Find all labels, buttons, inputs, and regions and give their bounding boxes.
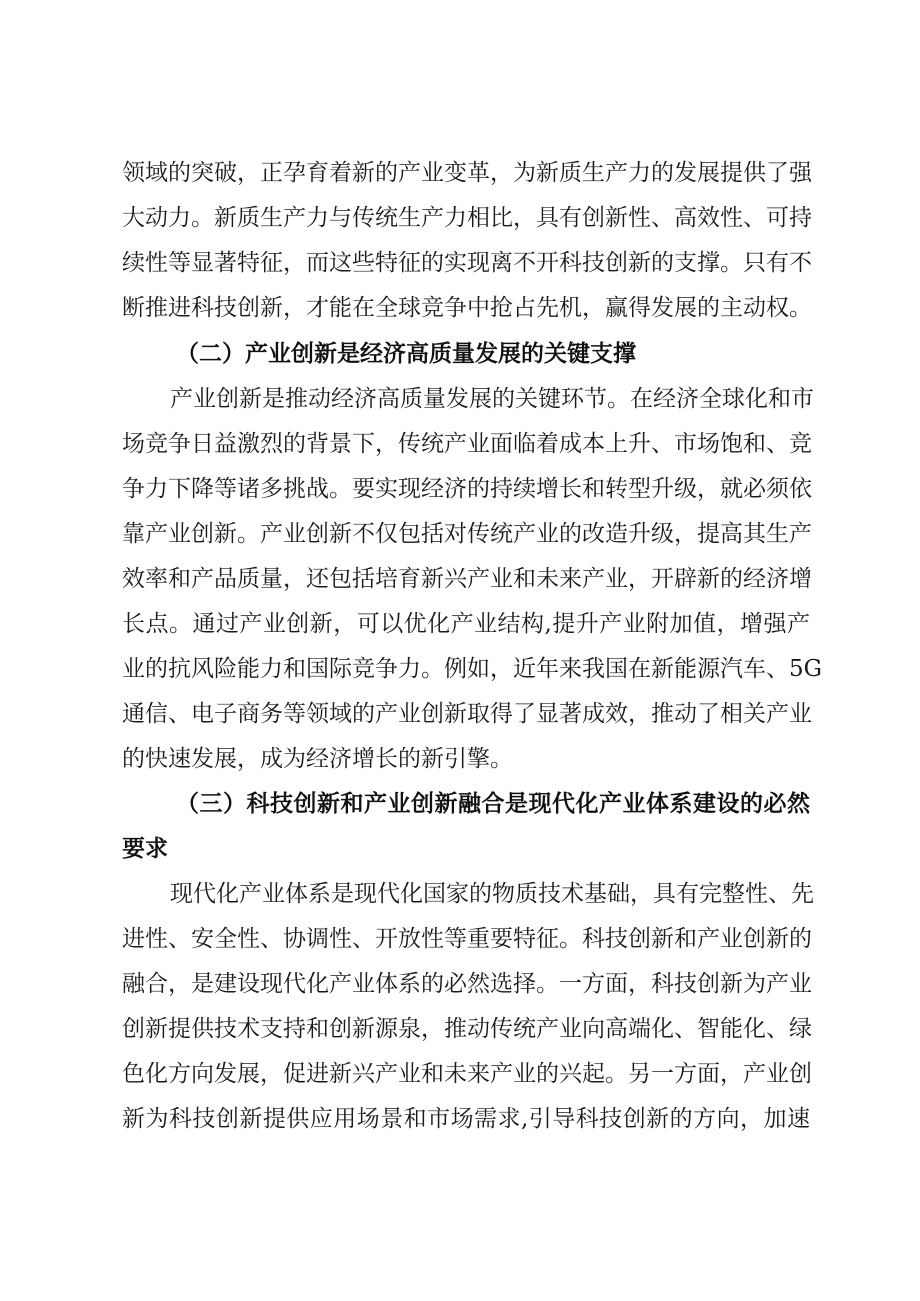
section-heading-3-line-2: 要求 bbox=[122, 836, 168, 862]
para1-line-3: 续性等显著特征，而这些特征的实现离不开科技创新的支撑。只有不 bbox=[122, 250, 812, 276]
para3-line-4: 创新提供技术支持和创新源泉，推动传统产业向高端化、智能化、绿 bbox=[122, 1016, 812, 1042]
para1-line-2: 大动力。新质生产力与传统生产力相比，具有创新性、高效性、可持 bbox=[122, 205, 812, 231]
para1-line-1: 领域的突破，正孕育着新的产业变革，为新质生产力的发展提供了强 bbox=[122, 160, 812, 186]
para3-line-1: 现代化产业体系是现代化国家的物质技术基础，具有完整性、先 bbox=[170, 881, 814, 907]
para2-line-1: 产业创新是推动经济高质量发展的关键环节。在经济全球化和市 bbox=[170, 386, 814, 412]
para2-line-8: 通信、电子商务等领域的产业创新取得了显著成效，推动了相关产业 bbox=[122, 701, 812, 727]
section-heading-2: （二）产业创新是经济高质量发展的关键支撑 bbox=[176, 341, 636, 367]
para1-line-4: 断推进科技创新，才能在全球竞争中抢占先机，赢得发展的主动权。 bbox=[122, 295, 812, 321]
para2-line-2: 场竞争日益激烈的背景下，传统产业面临着成本上升、市场饱和、竞 bbox=[122, 431, 812, 457]
para3-line-6: 新为科技创新提供应用场景和市场需求,引导科技创新的方向，加速 bbox=[122, 1106, 810, 1132]
para2-line-9: 的快速发展，成为经济增长的新引擎。 bbox=[122, 746, 513, 772]
para3-line-2: 进性、安全性、协调性、开放性等重要特征。科技创新和产业创新的 bbox=[122, 926, 812, 952]
para3-line-5: 色化方向发展，促进新兴产业和未来产业的兴起。另一方面，产业创 bbox=[122, 1061, 812, 1087]
para2-line-3: 争力下降等诸多挑战。要实现经济的持续增长和转型升级，就必须依 bbox=[122, 476, 812, 502]
para2-line-4: 靠产业创新。产业创新不仅包括对传统产业的改造升级，提高其生产 bbox=[122, 521, 812, 547]
para2-line-7: 业的抗风险能力和国际竞争力。例如，近年来我国在新能源汽车、5G bbox=[122, 656, 823, 682]
para2-line-6: 长点。通过产业创新，可以优化产业结构,提升产业附加值，增强产 bbox=[122, 611, 810, 637]
para3-line-3: 融合，是建设现代化产业体系的必然选择。一方面，科技创新为产业 bbox=[122, 971, 812, 997]
section-heading-3-line-1: （三）科技创新和产业创新融合是现代化产业体系建设的必然 bbox=[176, 791, 810, 817]
para2-line-5: 效率和产品质量，还包括培育新兴产业和未来产业，开辟新的经济增 bbox=[122, 566, 812, 592]
